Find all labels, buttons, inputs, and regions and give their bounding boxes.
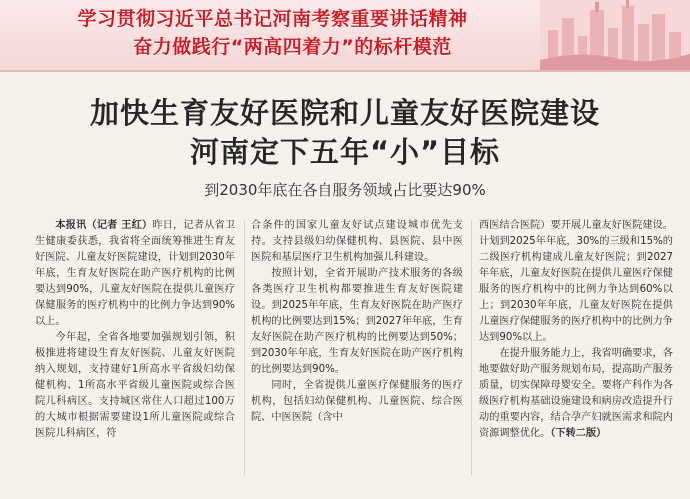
article-paragraph: 按照计划，全省开展助产技术服务的各级各类医疗卫生机构都要推进生育友好医院建设。到2025年年底，生育友好医院在助产医疗机构的比例要达到15%；到2027年年底，生育友好医院在助产医疗机构的比例要达到50%；到2030年年底，生育友好医院在助产医疗机构的比例要达到90%。 [251,268,463,375]
article-paragraph: 同时，全省提供儿童医疗保健服务的医疗机构，包括妇幼保健机构、儿童医院、综合医院、中医医院（含中 [251,380,463,423]
banner-divider [0,70,690,72]
article-column-2 [251,218,463,426]
column-divider [471,220,472,475]
continued-on-page-label[interactable]: （下转二版） [550,428,607,439]
byline: 本报讯（记者 王红） [55,220,153,231]
banner-title-line1: 学习贯彻习近平总书记河南考察重要讲话精神 [77,8,468,30]
article-paragraph: 合条件的国家儿童友好试点建设城市优先支持。支持县级妇幼保健机构、县医院、县中医医院和基层医疗卫生机构加强儿科建设。 [251,220,463,263]
banner-title-line2: 奋力做践行“两高四着力”的标杆模范 [133,36,452,58]
city-skyline-graphic [540,0,690,72]
headline-line2: 河南定下五年“小”目标 [189,135,501,169]
headline-line1: 加快生育友好医院和儿童友好医院建设 [89,96,600,130]
article-column-3 [479,218,673,442]
article-paragraph: 西医结合医院）要开展儿童友好医院建设。计划到2025年年底，30%的三级和15%的二级医疗机构建成儿童友好医院；到2027年年底，儿童友好医院在提供儿童医疗保健服务的医疗机构中的比例力争达到60%以上；到2030年年底，儿童友好医院在提供儿童医疗保健服务的医疗机构中的比例力争达到90%以上。 [479,220,673,343]
top-banner [0,0,690,72]
column-divider [244,220,245,475]
paragraph-text: 在提升服务能力上，我省明确要求，各地要做好助产服务规划布局，提高助产服务质量，切实保障母婴安全。要将产科作为各级医疗机构基础设施建设和病房改造提升行动的重要内容，结合孕产妇就医需求和院内资源调整优化。 [479,348,673,439]
article-column-1 [35,218,235,442]
article-paragraph: 今年起，全省各地要加强规划引领，积极推进将建设生育友好医院、儿童友好医院纳入规划，支持建好1所高水平省级妇幼保健机构、1所高水平省级儿童医院或综合医院儿科病区。支持城区常住人口超过100万的大城市根据需要建设1所儿童医院或综合医院儿科病区，符 [35,332,235,439]
subheadline: 到2030年底在各自服务领域占比要达90% [204,181,486,199]
article-paragraph [35,218,235,330]
paragraph-text: 昨日，记者从省卫生健康委获悉，我省将全面统筹推进生育友好医院、儿童友好医院建设，计划到2030年年底，生育友好医院在助产医疗机构的比例要达到90%，儿童友好医院在提供儿童医疗保健服务的医疗机构中的比例力争达到90%以上。 [35,220,236,327]
article-paragraph [479,346,673,442]
